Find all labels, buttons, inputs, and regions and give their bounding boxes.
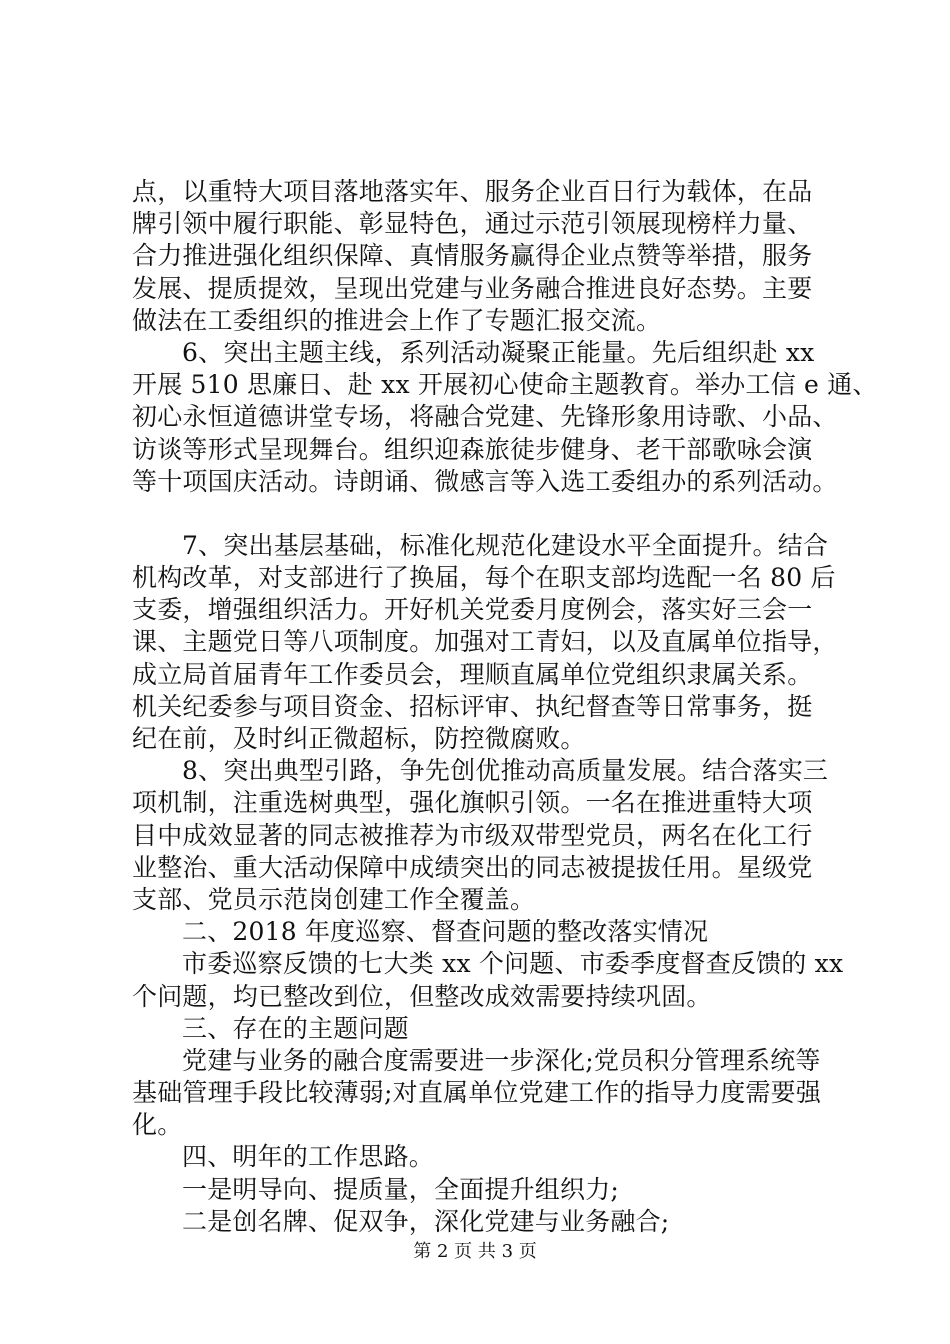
text-line: 访谈等形式呈现舞台。组织迎森旅徒步健身、老干部歌咏会演 (132, 434, 813, 464)
text-line: 合力推进强化组织保障、真情服务赢得企业点赞等举措，服务 (132, 241, 813, 271)
section-heading-2: 二、2018 年度巡察、督查问题的整改落实情况 (182, 917, 709, 947)
text-line: 目中成效显著的同志被推荐为市级双带型党员，两名在化工行 (132, 820, 813, 850)
text-line: 初心永恒道德讲堂专场，将融合党建、先锋形象用诗歌、小品、 (132, 402, 838, 432)
paragraph-start-6: 6、突出主题主线，系列活动凝聚正能量。先后组织赴 xx (182, 337, 815, 367)
text-line: 发展、提质提效，呈现出党建与业务融合推进良好态势。主要 (132, 273, 813, 303)
section-heading-4: 四、明年的工作思路。 (182, 1142, 435, 1172)
text-line: 业整治、重大活动保障中成绩突出的同志被提拔任用。星级党 (132, 852, 813, 882)
page-number-footer: 第 2 页 共 3 页 (413, 1241, 537, 1262)
text-line: 纪在前，及时纠正微超标，防控微腐败。 (132, 724, 586, 753)
text-line: 支委，增强组织活力。开好机关党委月度例会，落实好三会一 (132, 595, 813, 625)
text-line: 机关纪委参与项目资金、招标评审、执纪督查等日常事务，挺 (132, 691, 813, 721)
text-line: 做法在工委组织的推进会上作了专题汇报交流。 (132, 305, 662, 335)
text-line: 等十项国庆活动。诗朗诵、微感言等入选工委组办的系列活动。 (132, 466, 838, 496)
text-line: 成立局首届青年工作委员会，理顺直属单位党组织隶属关系。 (132, 659, 813, 689)
text-line: 课、主题党日等八项制度。加强对工青妇，以及直属单位指导， (132, 627, 838, 657)
text-line: 个问题，均已整改到位，但整改成效需要持续巩固。 (132, 981, 712, 1011)
section-heading-3: 三、存在的主题问题 (182, 1013, 409, 1043)
text-line: 牌引领中履行职能、彰显特色，通过示范引领展现榜样力量、 (132, 209, 813, 239)
document-body (132, 176, 878, 1238)
text-line: 项机制，注重选树典型，强化旗帜引领。一名在推进重特大项 (132, 788, 813, 818)
text-line: 开展 510 思廉日、赴 xx 开展初心使命主题教育。举办工信 e 通、 (132, 370, 878, 400)
paragraph-start-8: 8、突出典型引路，争先创优推动高质量发展。结合落实三 (182, 756, 829, 786)
list-item: 一是明导向、提质量，全面提升组织力; (182, 1174, 620, 1204)
text-line: 化。 (132, 1110, 183, 1140)
paragraph-start: 党建与业务的融合度需要进一步深化;党员积分管理系统等 (182, 1045, 821, 1075)
text-line: 基础管理手段比较薄弱;对直属单位党建工作的指导力度需要强 (132, 1078, 822, 1108)
paragraph-start: 市委巡察反馈的七大类 xx 个问题、市委季度督查反馈的 xx (182, 949, 844, 979)
list-item: 二是创名牌、促双争，深化党建与业务融合; (182, 1206, 670, 1236)
text-line: 点，以重特大项目落地落实年、服务企业百日行为载体，在品 (132, 177, 813, 206)
paragraph-gap (132, 498, 837, 530)
paragraph-start-7: 7、突出基层基础，标准化规范化建设水平全面提升。结合 (182, 530, 829, 560)
text-line: 机构改革，对支部进行了换届，每个在职支部均选配一名 80 后 (132, 563, 836, 593)
text-line: 支部、党员示范岗创建工作全覆盖。 (132, 884, 536, 914)
